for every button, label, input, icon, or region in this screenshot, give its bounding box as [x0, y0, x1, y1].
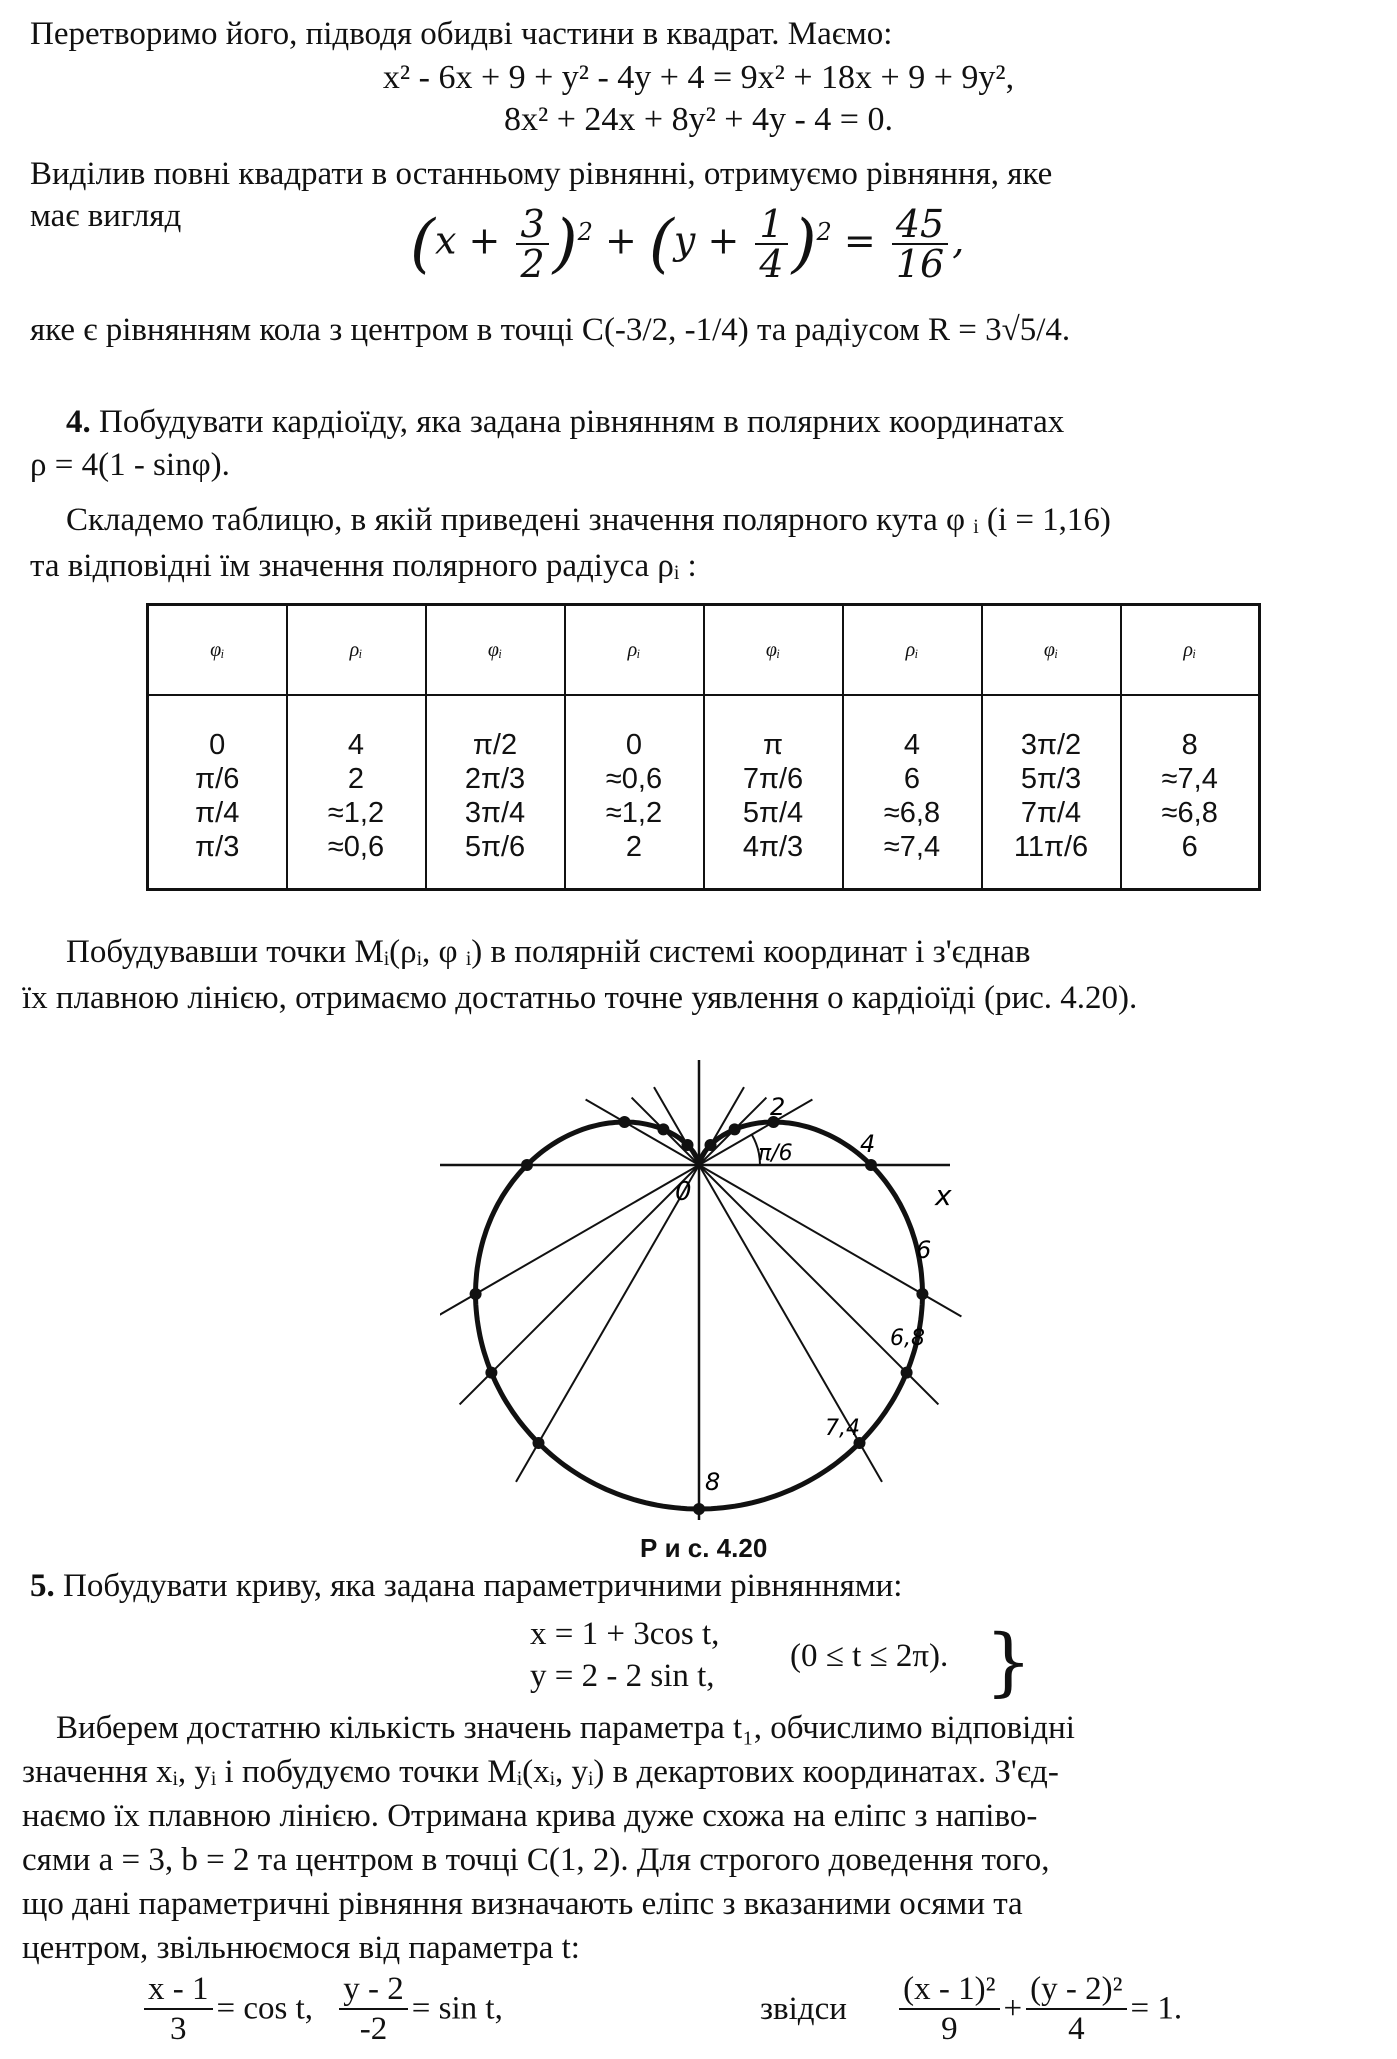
- task-4-number: 4.: [66, 404, 91, 440]
- table-header: ρᵢ: [1121, 605, 1260, 696]
- table-header: φᵢ: [704, 605, 843, 696]
- table-cell: 8 ≈7,4 ≈6,8 6: [1121, 695, 1260, 890]
- param-range: (0 ≤ t ≤ 2π).: [790, 1638, 949, 1674]
- fraction-x-sq: $\frac{\text{(x - 1)²}}{9}$: [899, 1970, 999, 2048]
- polar-point: [729, 1123, 741, 1135]
- fraction-x: $\frac{x - 1}{3}$: [144, 1970, 213, 2048]
- text-line-16: Виберем достатню кількість значень параметра t₁, обчислимо відповідні: [56, 1710, 1075, 1746]
- angle-label: π/6: [758, 1141, 793, 1166]
- ellipse-equation: звідси $\frac{\text{(x - 1)²}}{9}$ + $\frac{\text{(y - 2)²}}{4}$ = 1.: [760, 1971, 1183, 2047]
- fraction-45-16: $\frac{45}{16}$: [892, 205, 948, 283]
- table-row: [148, 695, 1260, 890]
- table-header: ρᵢ: [843, 605, 982, 696]
- text-line-21: центром, звільнюємося від параметра t:: [22, 1930, 580, 1966]
- brace-icon: }: [985, 1619, 1033, 1705]
- polar-point: [521, 1159, 533, 1171]
- table-header: φᵢ: [426, 605, 565, 696]
- fraction-y-sq: $\frac{\text{(y - 2)²}}{4}$: [1026, 1970, 1126, 2048]
- polar-point: [682, 1139, 694, 1151]
- cardioid-equation: ρ = 4(1 - sinφ).: [30, 447, 230, 483]
- eq-x: x: [434, 218, 457, 263]
- fraction-1-4: $\frac{1}{4}$: [755, 205, 787, 283]
- text-line-1: Перетворимо його, підводя обидві частини в квадрат. Маємо:: [30, 16, 893, 52]
- polar-point: [865, 1159, 877, 1171]
- eq-y: y: [673, 218, 696, 263]
- task-4-heading: 4. Побудувати кардіоїду, яка задана рівнянням в полярних координатах: [66, 404, 1065, 440]
- polar-point: [485, 1367, 497, 1379]
- text-line-20: що дані параметричні рівняння визначають еліпс з вказаними осями та: [22, 1886, 1023, 1922]
- origin-label: 0: [675, 1177, 692, 1207]
- radius-label: 2: [770, 1093, 786, 1121]
- text-line-11: Побудувавши точки Mᵢ(ρᵢ, φ ᵢ) в полярній системі координат і з'єднав: [66, 934, 1031, 970]
- polar-table: [146, 603, 1261, 891]
- table-cell: 4 2 ≈1,2 ≈0,6: [287, 695, 426, 890]
- table-cell: 0 π/6 π/4 π/3: [148, 695, 287, 890]
- equation-line-2: x² - 6x + 9 + y² - 4y + 4 = 9x² + 18x + 9 + 9y²,: [382, 59, 1015, 96]
- table-header: φᵢ: [148, 605, 287, 696]
- fraction-3-2: $\frac{3}{2}$: [516, 205, 548, 283]
- polar-ray: [516, 1165, 699, 1482]
- table-header-row: [148, 605, 1260, 696]
- table-header: φᵢ: [982, 605, 1121, 696]
- figure-caption: Р и с. 4.20: [640, 1533, 768, 1563]
- polar-point: [705, 1139, 717, 1151]
- table-cell: π/2 2π/3 3π/4 5π/6: [426, 695, 565, 890]
- cardioid-figure: [440, 1040, 980, 1530]
- polar-point: [901, 1367, 913, 1379]
- table-cell: 3π/2 5π/3 7π/4 11π/6: [982, 695, 1121, 890]
- radius-label: 8: [705, 1468, 721, 1496]
- task-5-heading: 5. Побудувати криву, яка задана параметричними рівняннями:: [30, 1568, 903, 1604]
- equation-line-3: 8x² + 24x + 8y² + 4y - 4 = 0.: [504, 101, 893, 138]
- polar-point: [470, 1288, 482, 1300]
- text-line-19: сями a = 3, b = 2 та центром в точці C(1, 2). Для строгого доведення того,: [22, 1842, 1050, 1878]
- text-line-4: Виділив повні квадрати в останньому рівнянні, отримуємо рівняння, яке: [30, 156, 1053, 192]
- table-cell: 0 ≈0,6 ≈1,2 2: [565, 695, 704, 890]
- text-line-6: яке є рівнянням кола з центром в точці C(-3/2, -1/4) та радіусом R = 3√5/4.: [30, 312, 1071, 348]
- circle-equation: (x + $\frac{3}{2}$ )$^2$ + (y + $\frac{1}{4}$ )$^2$ = $\frac{45}{16}$ ,: [410, 202, 965, 286]
- table-cell: 4 6 ≈6,8 ≈7,4: [843, 695, 982, 890]
- text-line-10: та відповідні їм значення полярного радіуса ρᵢ :: [30, 548, 697, 584]
- radius-label: 4: [860, 1130, 876, 1158]
- text-line-5: має вигляд: [30, 198, 182, 234]
- polar-point: [657, 1123, 669, 1135]
- x-axis-label: x: [935, 1179, 952, 1212]
- radius-label: 6,8: [890, 1326, 925, 1351]
- polar-point: [916, 1288, 928, 1300]
- param-eq-y: y = 2 - 2 sin t,: [530, 1658, 715, 1694]
- table-header: ρᵢ: [287, 605, 426, 696]
- polar-point: [533, 1437, 545, 1449]
- polar-point: [619, 1116, 631, 1128]
- radius-label: 7,4: [825, 1416, 860, 1441]
- fraction-y: $\frac{y - 2}{-2}$: [339, 1970, 408, 2048]
- text-line-18: наємо їх плавною лінією. Отримана крива дуже схожа на еліпс з напіво-: [22, 1798, 1038, 1834]
- text-line-17: значення xᵢ, yᵢ і побудуємо точки Mᵢ(xᵢ, yᵢ) в декартових координатах. З'єд-: [22, 1754, 1059, 1790]
- task-5-number: 5.: [30, 1568, 55, 1604]
- radius-label: 6: [916, 1236, 932, 1264]
- table-cell: π 7π/6 5π/4 4π/3: [704, 695, 843, 890]
- param-eq-x: x = 1 + 3cos t,: [530, 1616, 720, 1652]
- table-header: ρᵢ: [565, 605, 704, 696]
- elimination-equations: $\frac{x - 1}{3}$ = cos t, $\frac{y - 2}{-2}$ = sin t,: [140, 1970, 503, 2048]
- polar-point: [693, 1503, 705, 1515]
- text-line-12: їх плавною лінією, отримаємо достатньо точне уявлення о кардіоїді (рис. 4.20).: [22, 980, 1138, 1016]
- text-line-9: Складемо таблицю, в якій приведені значення полярного кута φ ᵢ (i = 1,16): [66, 502, 1111, 538]
